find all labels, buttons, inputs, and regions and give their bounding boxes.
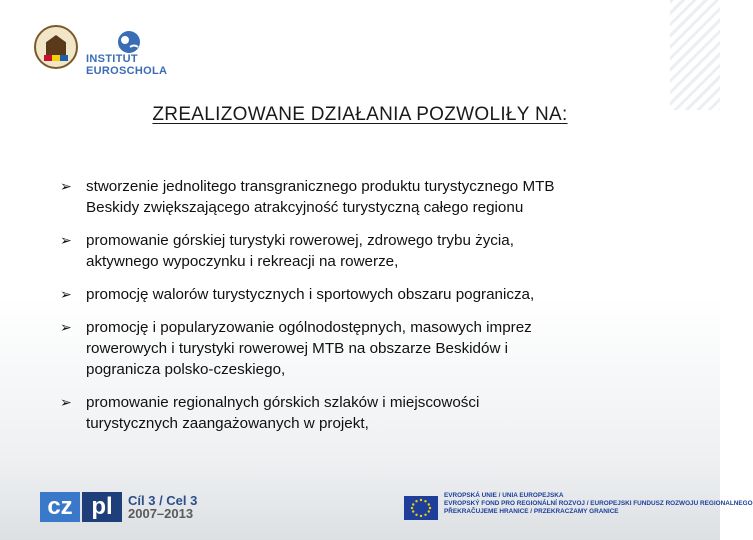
footer-logos [0,486,753,530]
arrow-bullet-icon: ➢ [60,232,72,248]
seal-flag-icon [44,55,68,61]
list-item [60,284,680,305]
eu-flag-icon [404,496,438,520]
list-item-line: promocję walorów turystycznych i sportowych obszaru pogranicza, [86,286,535,303]
eu-funding-text [444,492,753,516]
list-item [60,230,680,272]
list-item-line: turystycznych zaangażowanych w projekt, [86,415,369,432]
list-item-line: promowanie górskiej turystyki rowerowej, zdrowego trybu życia, [86,232,514,249]
page-title [0,104,720,126]
euroschola-mark-icon [116,29,142,55]
arrow-bullet-icon: ➢ [60,394,72,410]
cil-line: Cíl 3 / Cel 3 [128,493,198,508]
region-seal-logo [34,25,78,69]
list-item-line: rowerowych i turystyki rowerowej MTB na obszarze Beskidów i [86,340,509,357]
decorative-stripes [670,0,720,110]
cz-pl-program-logo [40,492,197,522]
arrow-bullet-icon: ➢ [60,178,72,194]
list-item [60,392,680,434]
eu-line: EVROPSKÝ FOND PRO REGIONÁLNÍ ROZVOJ / EUROPEJSKI FUNDUSZ ROZWOJU REGIONALNEGO [444,500,753,507]
list-item-line: pogranicza polsko-czeskiego, [86,361,286,378]
list-item-line: stworzenie jednolitego transgranicznego produktu turystycznego MTB [86,178,555,195]
bullet-list [60,176,680,446]
pl-badge: pl [82,492,122,522]
cz-badge: cz [40,492,80,522]
eu-line: PŘEKRAČUJEME HRANICE / PRZEKRACZAMY GRANICE [444,508,619,515]
cil-years: 2007–2013 [128,506,194,521]
logo-line-2: EUROSCHOLA [86,65,168,77]
list-item-line: Beskidy zwiększającego atrakcyjność turystyczną całego regionu [86,199,524,216]
list-item [60,317,680,380]
cil-text [128,494,197,520]
page-title-text: ZREALIZOWANE DZIAŁANIA POZWOLIŁY NA: [152,104,568,125]
list-item-line: aktywnego wypoczynku i rekreacji na rowerze, [86,253,399,270]
header-logos [34,25,174,83]
list-item-line: promowanie regionalnych górskich szlaków i miejscowości [86,394,480,411]
arrow-bullet-icon: ➢ [60,319,72,335]
euroschola-text [86,53,167,77]
list-item [60,176,680,218]
list-item-line: promocję i popularyzowanie ogólnodostępnych, masowych imprez [86,319,532,336]
arrow-bullet-icon: ➢ [60,286,72,302]
eu-line: EVROPSKÁ UNIE / UNIA EUROPEJSKA [444,492,564,499]
logo-line-1: INSTITUT [86,53,138,65]
institut-euroschola-logo [86,29,176,79]
